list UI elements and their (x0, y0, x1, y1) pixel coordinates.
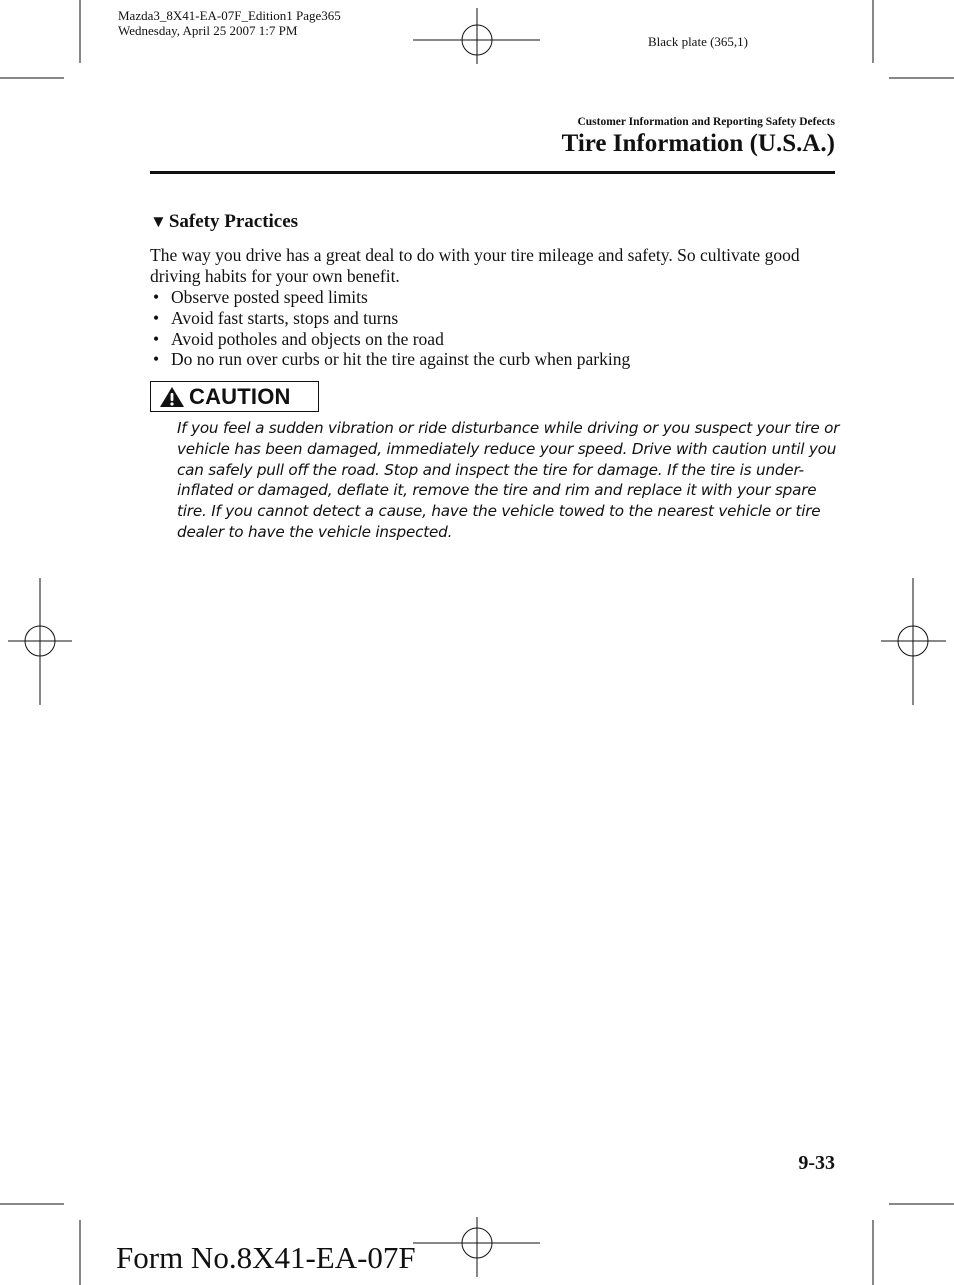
intro-paragraph: The way you drive has a great deal to do with your tire mileage and safety. So cultivate good driving habits for your own benefit. (150, 245, 800, 286)
plate-label: Black plate (365,1) (648, 34, 748, 49)
bullet-icon: • (153, 328, 160, 349)
bullet-list (150, 287, 630, 370)
bullet-icon: • (153, 287, 160, 307)
caution-text: If you feel a sudden vibration or ride disturbance while driving or you suspect your tire or vehicle has been damaged, immediately reduce your speed. Drive with caution until you can safely pull off the road. Stop and inspect the tire for damage. If the tire is under-inflated or damaged, deflate it, remove the tire and rim and replace it with your spare tire. If you cannot detect a cause, have the vehicle towed to the nearest vehicle or tire dealer to have the vehicle inspected. (177, 419, 840, 541)
triangle-down-icon: ▼ (150, 212, 167, 231)
page-number: 9-33 (798, 1152, 835, 1174)
print-metadata-date: Wednesday, April 25 2007 1:7 PM (118, 23, 298, 38)
print-metadata (118, 8, 341, 38)
subheading-text: Safety Practices (168, 211, 299, 232)
caution-label-box (150, 381, 319, 412)
print-metadata-file: Mazda3_8X41-EA-07F_Edition1 Page365 (118, 8, 341, 23)
list-item: • Observe posted speed limits (153, 287, 368, 307)
subheading (150, 211, 298, 233)
bullet-icon: • (153, 307, 160, 328)
list-item: • Avoid fast starts, stops and turns (153, 307, 399, 328)
title-rule (150, 171, 835, 174)
caution-label: CAUTION (189, 383, 291, 409)
page-title: Tire Information (U.S.A.) (561, 130, 835, 157)
list-item: • Avoid potholes and objects on the road (153, 328, 444, 349)
section-label: Customer Information and Reporting Safety Defects (577, 116, 835, 128)
list-item: • Do no run over curbs or hit the tire against the curb when parking (153, 349, 631, 370)
bullet-icon: • (153, 349, 160, 370)
warning-triangle-icon (159, 386, 185, 408)
form-number: Form No.8X41-EA-07F (116, 1240, 416, 1275)
